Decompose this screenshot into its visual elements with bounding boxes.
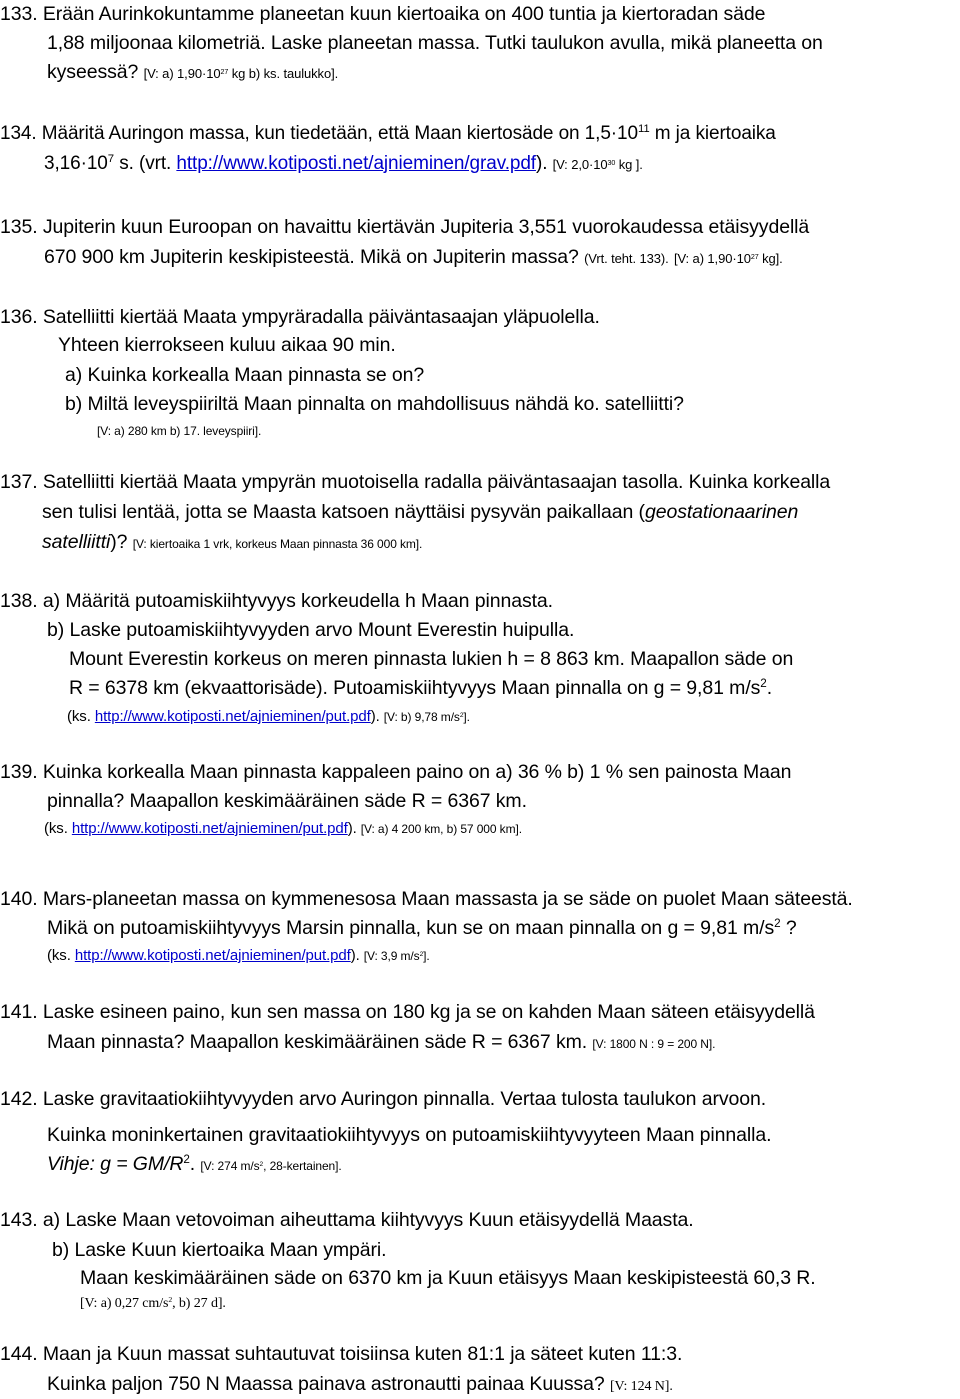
problem-144-line-1: 144. Maan ja Kuun massat suhtautuvat toisiinsa kuten 81:1 ja säteet kuten 11:3.	[0, 1343, 683, 1365]
problem-137-line-1: 137. Satelliitti kiertää Maata ympyrän muotoisella radalla päiväntasaajan tasolla. Kuinka korkealla	[0, 471, 831, 493]
problem-138-line-4: R = 6378 km (ekvaattorisäde). Putoamiskiihtyvyys Maan pinnalla on g = 9,81 $m/s^2$.	[69, 676, 773, 699]
problem-140-line-2: Mikä on putoamiskiihtyvyys Marsin pinnalla, kun se on maan pinnalla on g = 9,81 $m/s^2$ ?	[47, 916, 797, 939]
problem-134-answer: [V: 2,0	[552, 157, 589, 172]
problem-142-line-2: Kuinka moninkertainen gravitaatiokiihtyvyys on putoamiskiihtyvyyteen Maan pinnalla.	[47, 1124, 772, 1146]
problem-142-answer: [V: 274 m/s	[200, 1159, 260, 1173]
problem-136-line-2: Yhteen kierrokseen kuluu aikaa 90 min.	[58, 334, 396, 356]
problem-143-line-3: Maan keskimääräinen säde on 6370 km ja Kuun etäisyys Maan keskipisteestä 60,3 R.	[80, 1267, 816, 1289]
problem-142-line-1: 142. Laske gravitaatiokiihtyvyyden arvo Auringon pinnalla. Vertaa tulosta taulukon arvoon.	[0, 1088, 767, 1110]
problem-134-line-2: $3,16\cdot 10^7$ s. (vrt. http://www.kotiposti.net/ajnieminen/grav.pdf). [V: $2,0\cdot 10^{30}$ kg ].	[44, 153, 643, 174]
problem-133-answer: [V: a) 1,90	[143, 66, 202, 81]
problem-136-line-1: 136. Satelliitti kiertää Maata ympyräradalla päiväntasaajan yläpuolella.	[0, 306, 600, 328]
problem-133-line-1: 133. Erään Aurinkokuntamme planeetan kuun kiertoaika on 400 tuntia ja kiertoradan säde	[0, 3, 766, 25]
problem-137-line-2: sen tulisi lentää, jotta se Maasta katsoen näyttäisi pysyvän paikallaan (geostationaarinen	[42, 501, 799, 523]
problem-141-line-2: Maan pinnasta? Maapallon keskimääräinen säde R = 6367 km. [V: 1800 N : 9 = 200 N].	[47, 1031, 716, 1053]
problem-135-answer: [V: a) 1,90	[673, 251, 733, 266]
problem-140-line-3: (ks. http://www.kotiposti.net/ajnieminen/put.pdf). [V: 3,9 $m/s^2$].	[47, 947, 430, 964]
problem-144-answer: [V: 124 N].	[609, 1379, 673, 1394]
problem-140-answer: [V: 3,9 m/s	[363, 949, 420, 963]
problem-133-line-2: 1,88 miljoonaa kilometriä. Laske planeetan massa. Tutki taulukon avulla, mikä planeetta on	[47, 32, 823, 54]
problem-140-line-1: 140. Mars-planeetan massa on kymmenesosa Maan massasta ja se säde on puolet Maan säteestä.	[0, 888, 853, 910]
problem-136-answer: [V: a) 280 km b) 17. leveyspiiri].	[97, 424, 262, 438]
problem-144-line-2: Kuinka paljon 750 N Maassa painava astronautti painaa Kuussa? [V: 124 N].	[47, 1373, 673, 1395]
problem-143-line-2: b) Laske Kuun kiertoaika Maan ympäri.	[52, 1239, 387, 1261]
link-put-pdf-3[interactable]: http://www.kotiposti.net/ajnieminen/put.pdf	[74, 947, 351, 964]
problem-135-line-1: 135. Jupiterin kuun Euroopan on havaittu kiertävän Jupiteria 3,551 vuorokaudessa etäisyydellä	[0, 216, 810, 238]
problem-139-answer: [V: a) 4 200 km, b) 57 000 km].	[360, 822, 522, 836]
problem-139-line-2: pinnalla? Maapallon keskimääräinen säde R = 6367 km.	[47, 790, 527, 812]
problem-134-line-1: 134. Määritä Auringon massa, kun tiedetään, että Maan kiertosäde on $1,5\cdot 10^{11}$ m ja kiertoaika	[0, 123, 776, 144]
problem-142-line-3: Vihje: $g = GM/R^2$. [V: 274 $m/s^2$, 28-kertainen].	[47, 1152, 342, 1175]
problem-143-answer: [V: a) 0,27 $cm/s^2$, b) 27 d].	[80, 1295, 226, 1311]
link-put-pdf[interactable]: http://www.kotiposti.net/ajnieminen/put.pdf	[94, 708, 371, 725]
problem-138-line-5: (ks. http://www.kotiposti.net/ajnieminen/put.pdf). [V: b) 9,78 $m/s^2$].	[67, 708, 470, 725]
problem-138-line-3: Mount Everestin korkeus on meren pinnasta lukien h = 8 863 km. Maapallon säde on	[69, 648, 794, 670]
problem-139-line-3: (ks. http://www.kotiposti.net/ajnieminen/put.pdf). [V: a) 4 200 km, b) 57 000 km].	[44, 820, 522, 837]
problem-138-answer: [V: b) 9,78 m/s	[383, 710, 460, 724]
problem-135-line-2: 670 900 km Jupiterin keskipisteestä. Mikä on Jupiterin massa? (Vrt. teht. 133). [V: a) $1,90\cdot 10^{27}$ kg].	[44, 246, 783, 268]
problem-136-part-b: b) Miltä leveyspiiriltä Maan pinnalta on mahdollisuus nähdä ko. satelliitti?	[65, 393, 684, 415]
problem-143-line-1: 143. a) Laske Maan vetovoiman aiheuttama kiihtyvyys Kuun etäisyydellä Maasta.	[0, 1209, 694, 1231]
problem-137-answer: [V: kiertoaika 1 vrk, korkeus Maan pinnasta 36 000 km].	[132, 537, 423, 551]
problem-141-line-1: 141. Laske esineen paino, kun sen massa on 180 kg ja se on kahden Maan säteen etäisyydellä	[0, 1001, 815, 1023]
problem-136-part-a: a) Kuinka korkealla Maan pinnasta se on?	[65, 364, 425, 386]
problem-139-line-1: 139. Kuinka korkealla Maan pinnasta kappaleen paino on a) 36 % b) 1 % sen painosta Maan	[0, 761, 792, 783]
link-put-pdf-2[interactable]: http://www.kotiposti.net/ajnieminen/put.pdf	[71, 820, 348, 837]
problem-138-line-2: b) Laske putoamiskiihtyvyyden arvo Mount Everestin huipulla.	[47, 619, 575, 641]
problem-133-line-3: kyseessä? [V: a) $1,90\cdot 10^{27}$ kg b) ks. taulukko].	[47, 61, 339, 83]
problem-137-line-3: satelliitti)? [V: kiertoaika 1 vrk, korkeus Maan pinnasta 36 000 km].	[42, 531, 423, 553]
problem-141-answer: [V: 1800 N : 9 = 200 N].	[592, 1037, 716, 1051]
link-grav-pdf[interactable]: http://www.kotiposti.net/ajnieminen/grav.pdf	[176, 153, 536, 174]
problem-138-line-1: 138. a) Määritä putoamiskiihtyvyys korkeudella h Maan pinnasta.	[0, 590, 553, 612]
